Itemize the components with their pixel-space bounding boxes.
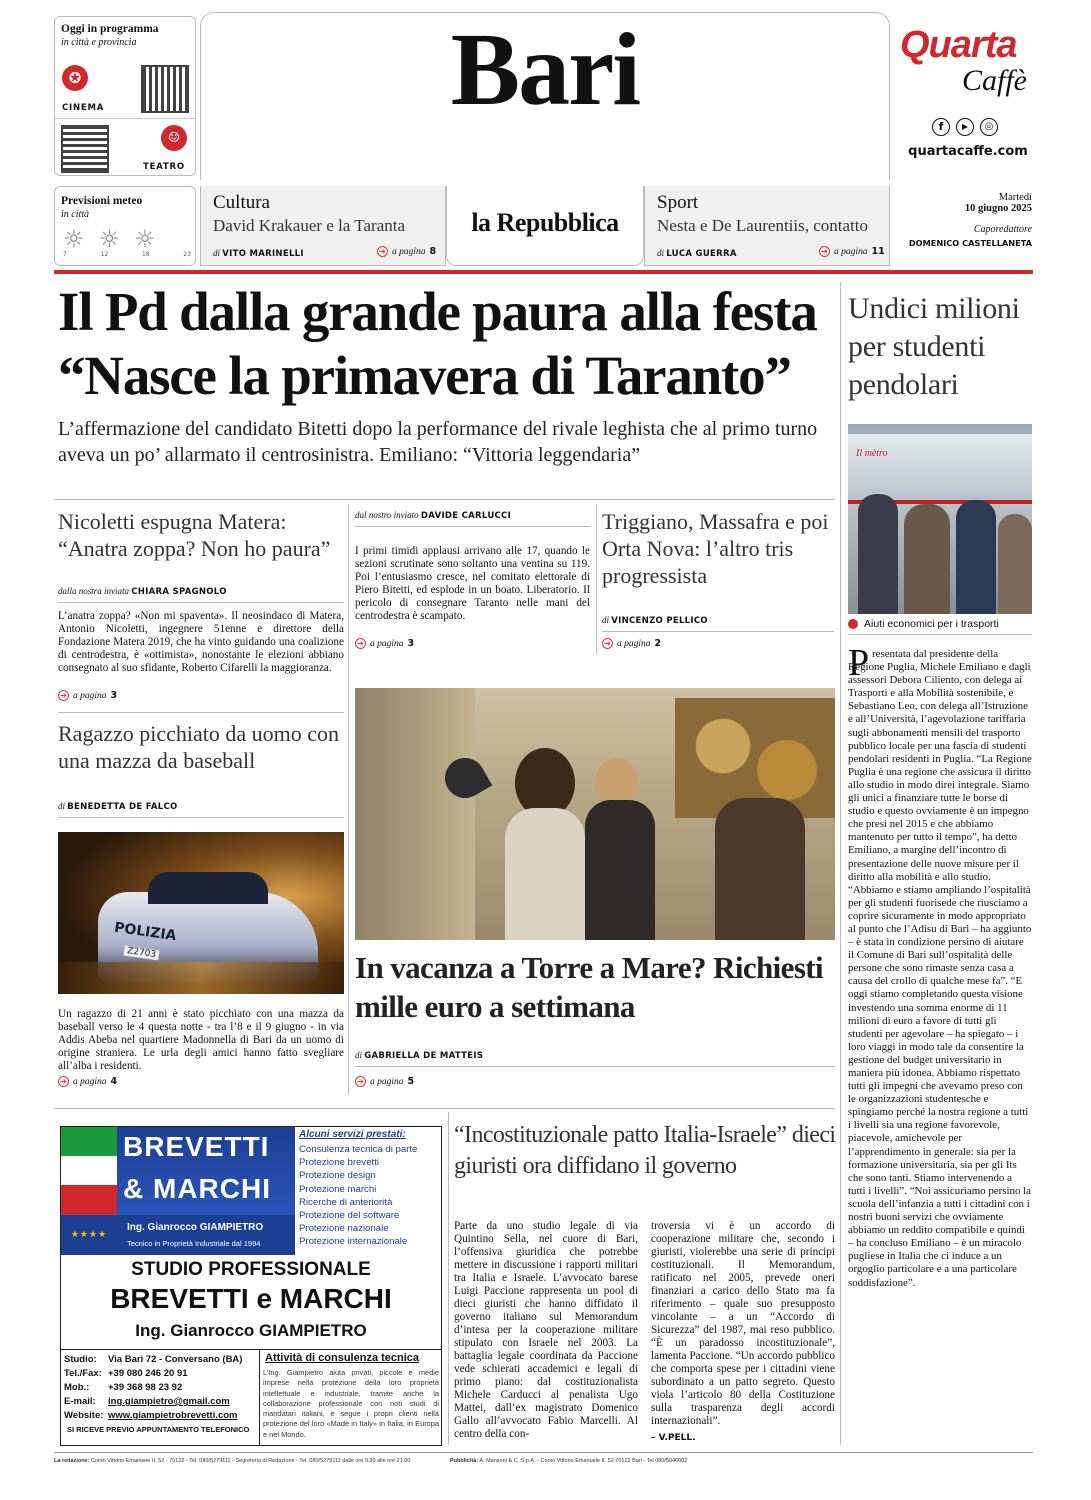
- ad-servizio-item: Protezione nazionale: [299, 1223, 389, 1235]
- quarta-logo[interactable]: [898, 24, 1038, 114]
- israele-col2: troversia vi è un accordo di cooperazione militare che, secondo i giuristi, violerebbe una serie di principi costituzionali. Il Memorandum, ratificato nel 2005, prevede oneri finanziari a carico dello Stato ma fa riferimento – quale suo presupposto vincolante – a un “Accordo di Sicurezza” del 1987, mai reso pubblico. “È un paradosso incostituzionale”, lamenta Paccione. “Un accordo pubblico che comporta spese per i cittadini viene subordinato a un patto segreto. Questo viola l’articolo 80 della Costituzione sulla trasparenza degli accordi internazionali”.: [651, 1220, 835, 1427]
- triggiano-page-link[interactable]: ➔ a pagina 2: [602, 638, 661, 649]
- police-car-image: [58, 832, 344, 994]
- sport-box[interactable]: [644, 186, 890, 266]
- youtube-icon[interactable]: ▶: [956, 118, 974, 136]
- repubblica-box: [446, 186, 644, 266]
- meteo-subtitle: in città: [61, 209, 90, 220]
- arrow-icon: ➔: [377, 246, 388, 257]
- sport-byline: di LUCA GUERRA: [657, 248, 737, 259]
- sport-section: Sport: [657, 192, 699, 213]
- israele-signature: – V.PELL.: [651, 1433, 696, 1443]
- ragazzo-headline[interactable]: Ragazzo picchiato da uomo con una mazza da baseball: [58, 721, 340, 773]
- masthead-city: Bari: [450, 12, 640, 127]
- ad-title-marchi: & MARCHI: [123, 1173, 271, 1204]
- ad-contact-row: Tel./Fax: +39 080 246 20 91: [64, 1368, 188, 1379]
- taranto-page-link[interactable]: ➔ a pagina 3: [355, 638, 414, 649]
- italy-flag: [61, 1127, 117, 1215]
- arrow-icon: ➔: [355, 1076, 366, 1087]
- cultura-byline: di VITO MARINELLI: [213, 248, 304, 259]
- studenti-dropcap: P: [848, 642, 870, 684]
- ad-studio: STUDIO PROFESSIONALE: [131, 1259, 371, 1280]
- cinema-qr-icon[interactable]: [141, 65, 189, 113]
- sun-icon: ☼: [63, 225, 85, 253]
- ragazzo-body: Un ragazzo di 21 anni è stato picchiato con una mazza da baseball verso le 4 questa notte - tra l’8 e il 9 giugno - in via Addis Abeba nel quartiere Madonnella di Bari da un uomo di origine straniera. Le urla degli amici hanno fatto svegliare all’alba i residenti.: [58, 1008, 344, 1072]
- ad-servizi-list: [299, 1143, 417, 1249]
- matera-byline: dalla nostra inviata CHIARA SPAGNOLO: [58, 586, 227, 597]
- ad-servizio-item: Protezione brevetti: [299, 1157, 379, 1169]
- caporedattore-label: Caporedattore: [973, 224, 1032, 235]
- cultura-headline: David Krakauer e la Taranta: [213, 216, 406, 235]
- ragazzo-page-link[interactable]: ➔ a pagina 4: [58, 1076, 117, 1087]
- vacanza-byline: di GABRIELLA DE MATTEIS: [355, 1050, 484, 1061]
- ad-contact-row: E-mail: ing.giampietro@gmail.com: [64, 1396, 230, 1407]
- programma-title: Oggi in programma: [61, 23, 159, 35]
- ad-contact-row: Mob.: +39 368 98 23 92: [64, 1382, 183, 1393]
- eu-flag-icon: ★★★★: [61, 1215, 117, 1255]
- ad-consulenza-title: Attività di consulenza tecnica: [265, 1352, 420, 1364]
- footer-redazione: La redazione: Corso Vittorio Emanuele II, 52 - 70122 - Tel. 080/5279111 - Segreteria di Redazione - Tel. 080/5279111 dalle ore 9.30 alle ore 21.00: [54, 1458, 411, 1464]
- studenti-caption: Aiuti economici per i trasporti: [848, 618, 999, 630]
- facebook-icon[interactable]: f: [932, 118, 950, 136]
- ad-email-link[interactable]: ing.giampietro@gmail.com: [108, 1396, 230, 1407]
- studenti-headline[interactable]: Undici milioni per studenti pendolari: [848, 292, 1020, 401]
- dateline-box: [894, 192, 1032, 264]
- ad-contact-row: Website: www.giampietrobrevetti.com: [64, 1410, 238, 1421]
- ad-ing-big: Ing. Gianrocco GIAMPIETRO: [135, 1321, 367, 1340]
- students-bus-image: [848, 424, 1032, 614]
- programma-subtitle: in città e provincia: [61, 37, 137, 48]
- ad-contacts: [64, 1353, 242, 1423]
- quarta-url[interactable]: quartacaffe.com: [908, 144, 1028, 159]
- brevetti-ad[interactable]: [60, 1126, 442, 1446]
- matera-headline[interactable]: Nicoletti espugna Matera: “Anatra zoppa? Non ho paura”: [58, 509, 331, 561]
- sun-icon: ☼: [98, 225, 121, 253]
- ad-servizio-item: Ricerche di anteriorità: [299, 1196, 393, 1208]
- taranto-byline: dal nostro inviato DAVIDE CARLUCCI: [355, 510, 512, 521]
- teatro-qr-icon[interactable]: [61, 125, 109, 173]
- date-full: 10 giugno 2025: [964, 203, 1032, 214]
- vacanza-headline[interactable]: In vacanza a Torre a Mare? Richiesti mille euro a settimana: [355, 950, 824, 1024]
- social-icons: [932, 118, 998, 136]
- sun-icon: ☼: [134, 225, 156, 253]
- taranto-body: I primi timidi applausi arrivano alle 17, quando le sezioni scrutinate sono soltanto una ventina su 119. Poi l’entusiasmo cresce, nel comitato elettorale di Piero Bitetti, ed esplode in un boato. Liberatorio. Il pericolo di consegnare Taranto nelle mani del centrodestra è scampato.: [355, 545, 590, 622]
- market-street-image: [355, 688, 835, 940]
- ad-servizi-title: Alcuni servizi prestati:: [299, 1129, 406, 1140]
- ad-servizio-item: Protezione del software: [299, 1210, 400, 1222]
- date-day: Martedì: [998, 192, 1032, 203]
- ad-tecnico: Tecnico in Proprietà Industriale dal 1994: [127, 1239, 261, 1248]
- caporedattore-name: DOMENICO CASTELLANETA: [908, 238, 1032, 248]
- cinema-label: CINEMA: [62, 103, 105, 113]
- ad-appointment: SI RICEVE PREVIO APPUNTAMENTO TELEFONICO: [67, 1425, 250, 1434]
- quarta-brand: Quarta: [900, 24, 1017, 66]
- teatro-icon[interactable]: ☺: [161, 125, 187, 151]
- ad-consulenza-body: L’Ing. Giampietro aiuta privati, piccole e medie imprese nella protezione della loro proprietà intellettuale e industriale, tramite anche la collaborazione professionale con noti studi di mandatari italiani, e segue i propri clienti nella protezione del loro «Made in Italy» in Italia, in Europa e nel Mondo.: [263, 1368, 439, 1439]
- footer-pubblicita: Pubblicità: A. Manzoni & C. S.p.A. - Corso Vittorio Emanuele II, 52 70122 Bari - Tel 080/5046002: [450, 1458, 688, 1464]
- meteo-hours: 7 12 18 23: [63, 251, 191, 258]
- cultura-page-link[interactable]: ➔ a pagina 8: [377, 246, 436, 257]
- israele-col1: Parte da uno studio legale di via Quintino Sella, nel cuore di Bari, l’offensiva giuridica che potrebbe mettere in discussione i rapporti militari tra Italia e Israele. L’avvocato barese Luigi Paccione rappresenta un pool di dieci giuristi che hanno diffidato il governo italiano sul Memorandum d’intesa per la cooperazione militare stipulato con Israele nel 2003. La battaglia legale coordinata da Paccione vede schierati accademici e legali di primo piano: dal costituzionalista Michele Carducci al penalista Ugo Mattei, dall’ex magistrato Domenico Gallo all’avvocato Fabio Marcelli. Al centro della con-: [454, 1220, 638, 1440]
- cultura-section: Cultura: [213, 192, 270, 213]
- programma-box: [54, 16, 196, 176]
- camera-icon: [848, 619, 858, 629]
- police-car-text: POLIZIA: [113, 919, 178, 945]
- triggiano-byline: di VINCENZO PELLICO: [602, 615, 708, 626]
- arrow-icon: ➔: [819, 246, 830, 257]
- quarta-caffe: Caffè: [962, 64, 1027, 97]
- repubblica-logo[interactable]: la Repubblica: [471, 208, 619, 237]
- ad-servizio-item: Consulenza tecnica di parte: [299, 1144, 418, 1155]
- arrow-icon: ➔: [58, 1076, 69, 1087]
- triggiano-headline[interactable]: Triggiano, Massafra e poi Orta Nova: l’altro tris progressista: [602, 509, 829, 588]
- arrow-icon: ➔: [602, 638, 613, 649]
- arrow-icon: ➔: [58, 690, 69, 701]
- ad-servizio-item: Protezione marchi: [299, 1183, 377, 1195]
- arrow-icon: ➔: [355, 638, 366, 649]
- meteo-title: Previsioni meteo: [61, 195, 143, 207]
- ad-big-title: BREVETTI e MARCHI: [110, 1283, 392, 1314]
- israele-headline[interactable]: “Incostituzionale patto Italia-Israele” dieci giuristi ora diffidano il governo: [454, 1122, 836, 1179]
- red-divider: [54, 270, 1033, 274]
- ad-website-link[interactable]: www.giampietrobrevetti.com: [108, 1410, 238, 1421]
- ad-servizio-item: Protezione design: [299, 1170, 376, 1182]
- lead-subhead: L’affermazione del candidato Bitetti dopo la performance del rivale leghista che al primo turno aveva un po’ allarmato il centrosinistra. Emiliano: “Vittoria leggendaria”: [58, 418, 818, 466]
- teatro-label: TEATRO: [143, 162, 185, 172]
- sport-headline: Nesta e De Laurentiis, contatto: [657, 216, 869, 235]
- lead-headline-2[interactable]: “Nasce la primavera di Taranto”: [58, 345, 791, 406]
- ad-servizio-item: Protezione internazionale: [299, 1236, 408, 1248]
- matera-page-link[interactable]: ➔ a pagina 3: [58, 690, 117, 701]
- ad-title-brevetti: BREVETTI: [123, 1131, 270, 1162]
- cultura-box[interactable]: [200, 186, 446, 266]
- bus-text: Il mètro: [856, 448, 888, 459]
- studenti-body: resentata dal presidente della Regione Puglia, Michele Emiliano e dagli assessori Debora Ciliento, con delega ai Trasporti e alla Mobilità sostenibile, e Sebastiano Leo, con delega all’Istruzione e all’Università, l’agevolazione tariffaria sugli abbonamenti mensili del trasporto pubblico locale per una fascia di studenti pendolari residenti in Puglia. “La Regione Puglia è una regione che assicura il diritto allo studio in modo direi integrale. Siamo gli unici a finanziare tutte le borse di studio e questo ovviamente è un impegno che presi nel 2015 e che abbiamo mantenuto per tutto il tempo”, ha detto Emiliano, a margine dell’incontro di presentazione delle nuove misure per il diritto alla mobilità e allo studio. “Abbiamo e stiamo ampliando l’ospitalità per gli studenti fuorisede che riusciamo a coprire sicuramente in modo appropriato al punto che l’Adisu di Bari – ha aggiunto – è stata in condizione persino di aiutare il Comune di Bari sull’ospitalità delle persone che sono rimaste senza casa a causa del crollo di qualche mese fa”. “E oggi stiamo completando questa visione investendo una somma enorme di 11 milioni di euro a favore di tutti gli studenti per agevolare – ha spiegato – i loro viaggi in modo tale da consentire la gestione del budget universitario in maniera più idonea. Abbiamo rispettato tutti gli impegni che avevamo preso con le organizzazioni studentesche e spingiamo perché la nostra regione a tutti i livelli sia una regione favorevole, piacevole, amichevole per l’apprendimento in generale: sia per la formazione universitaria, sia per gli Its che sono tanti. Stiamo intervenendo a tutti i livelli”. “Noi assicuriamo persino la scuola dell’infanzia a tutti i cittadini con i nostri buoni servizi che ovviamente abbiamo un reddito compatibile e quindi – ha concluso Emiliano – è un miracolo pugliese in Italia che ci induce a un orgoglio particolare e a una particolare soddisfazione”.: [848, 648, 1032, 1289]
- instagram-icon[interactable]: ◎: [980, 118, 998, 136]
- matera-body: L’anatra zoppa? «Non mi spaventa». Il neosindaco di Matera, Antonio Nicoletti, ingegnere 51enne e direttore della Fondazione Matera 2019, che ha vinto guidando una coalizione di centrodestra, è «ottimista», nonostante le elezioni abbiano consegnato al suo sfidante, Roberto Cifarelli la maggioranza.: [58, 610, 344, 674]
- meteo-icons: [63, 227, 156, 251]
- police-car-plate: Z2703: [123, 946, 159, 961]
- cinema-icon[interactable]: ✪: [62, 65, 88, 91]
- ad-ing-small: Ing. Gianrocco GIAMPIETRO: [127, 1222, 264, 1233]
- vacanza-page-link[interactable]: ➔ a pagina 5: [355, 1076, 414, 1087]
- ragazzo-byline: di BENEDETTA DE FALCO: [58, 801, 178, 812]
- sport-page-link[interactable]: ➔ a pagina 11: [819, 246, 885, 257]
- ad-contact-row: Studio: Via Bari 72 - Conversano (BA): [64, 1354, 243, 1365]
- meteo-box: [54, 186, 196, 266]
- lead-headline-1[interactable]: Il Pd dalla grande paura alla festa: [58, 281, 817, 342]
